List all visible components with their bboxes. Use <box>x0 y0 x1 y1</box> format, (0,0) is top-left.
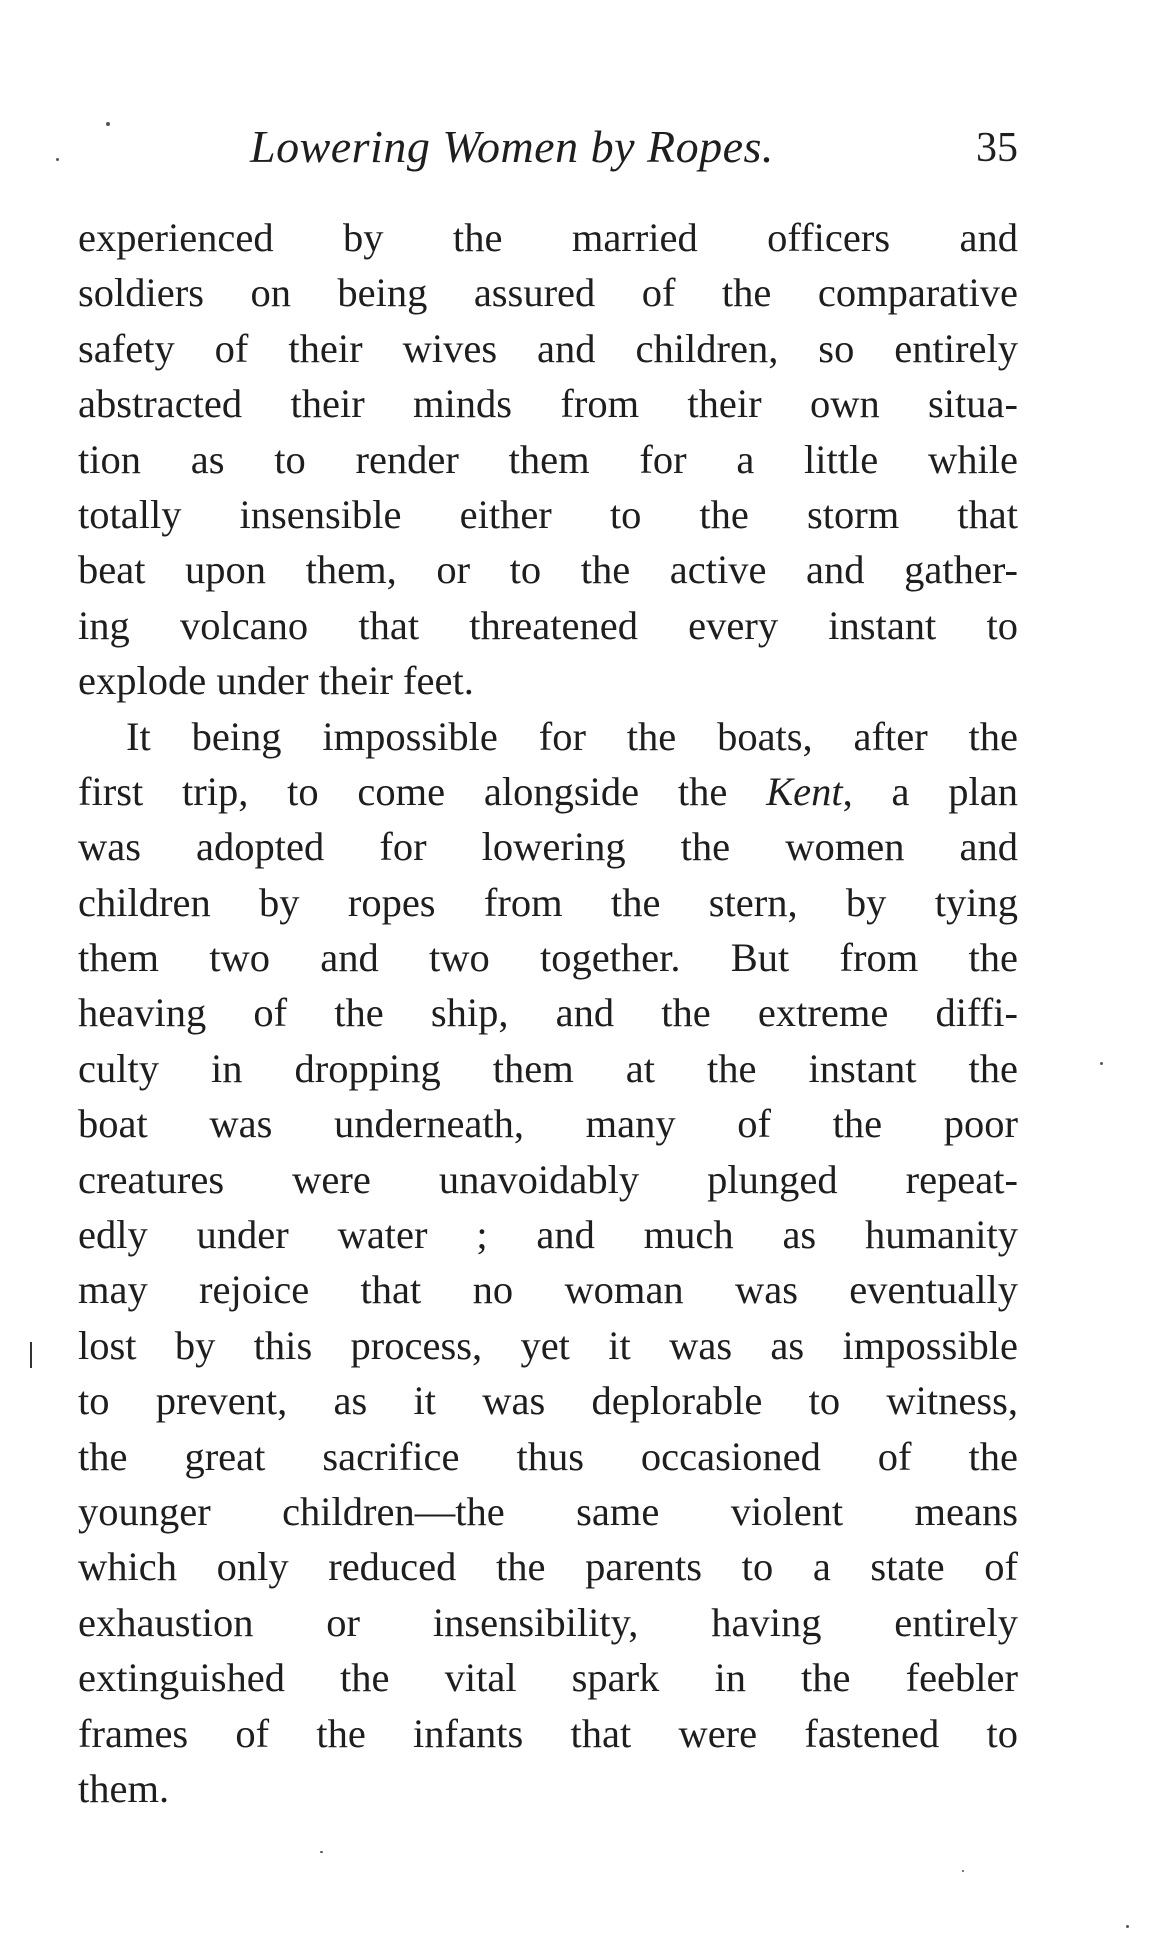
page-number: 35 <box>976 125 1018 171</box>
text-line: the great sacrifice thus occasioned of the <box>78 1433 1018 1479</box>
scan-speck <box>56 158 59 161</box>
running-head <box>78 120 1018 180</box>
running-title: Lowering Women by Ropes. <box>250 121 774 172</box>
scan-speck <box>1126 1925 1129 1928</box>
text-line: ing volcano that threatened every instant to <box>78 602 1018 648</box>
text-line: experienced by the married officers and <box>78 215 1018 260</box>
text-line: may rejoice that no woman was eventually <box>78 1267 1018 1313</box>
text-line: frames of the infants that were fastened to <box>78 1710 1018 1756</box>
text-line: culty in dropping them at the instant the <box>78 1045 1018 1091</box>
paragraph-2 <box>78 709 1018 1817</box>
text-line: exhaustion or insensibility, having entirely <box>78 1599 1018 1645</box>
margin-mark <box>30 1342 32 1368</box>
text-line: first trip, to come alongside the Kent, a plan <box>78 768 1018 814</box>
text-line: lost by this process, yet it was as impossible <box>78 1322 1018 1368</box>
text-line: It being impossible for the boats, after the <box>126 713 1018 759</box>
text-line: tion as to render them for a little while <box>78 436 1018 482</box>
text-line: boat was underneath, many of the poor <box>78 1101 1018 1147</box>
text-line: soldiers on being assured of the comparative <box>78 270 1018 316</box>
text-line: edly under water ; and much as humanity <box>78 1212 1018 1258</box>
text-line: creatures were unavoidably plunged repeat- <box>78 1156 1018 1202</box>
text-line: explode under their feet. <box>78 658 474 704</box>
text-line: to prevent, as it was deplorable to witness, <box>78 1378 1018 1424</box>
text-line: them two and two together. But from the <box>78 935 1018 981</box>
paragraph-1 <box>78 210 1018 709</box>
text-line: younger children—the same violent means <box>78 1488 1018 1534</box>
text-line: totally insensible either to the storm that <box>78 491 1018 537</box>
scan-speck <box>106 122 110 126</box>
text-line: safety of their wives and children, so entirely <box>78 325 1018 371</box>
scan-speck <box>962 1870 964 1872</box>
text-line: beat upon them, or to the active and gather- <box>78 547 1018 593</box>
text-line: abstracted their minds from their own situa- <box>78 381 1018 427</box>
text-line: heaving of the ship, and the extreme diffi- <box>78 990 1018 1036</box>
text-line: was adopted for lowering the women and <box>78 824 1018 870</box>
text-line: children by ropes from the stern, by tying <box>78 879 1018 925</box>
text-line: them. <box>78 1765 170 1811</box>
scan-speck <box>320 1851 323 1853</box>
scan-speck <box>1100 1062 1103 1065</box>
body-text <box>78 210 1018 1816</box>
text-line: extinguished the vital spark in the feebler <box>78 1655 1018 1701</box>
ship-name: Kent <box>766 768 843 814</box>
text-line: which only reduced the parents to a state of <box>78 1544 1018 1590</box>
